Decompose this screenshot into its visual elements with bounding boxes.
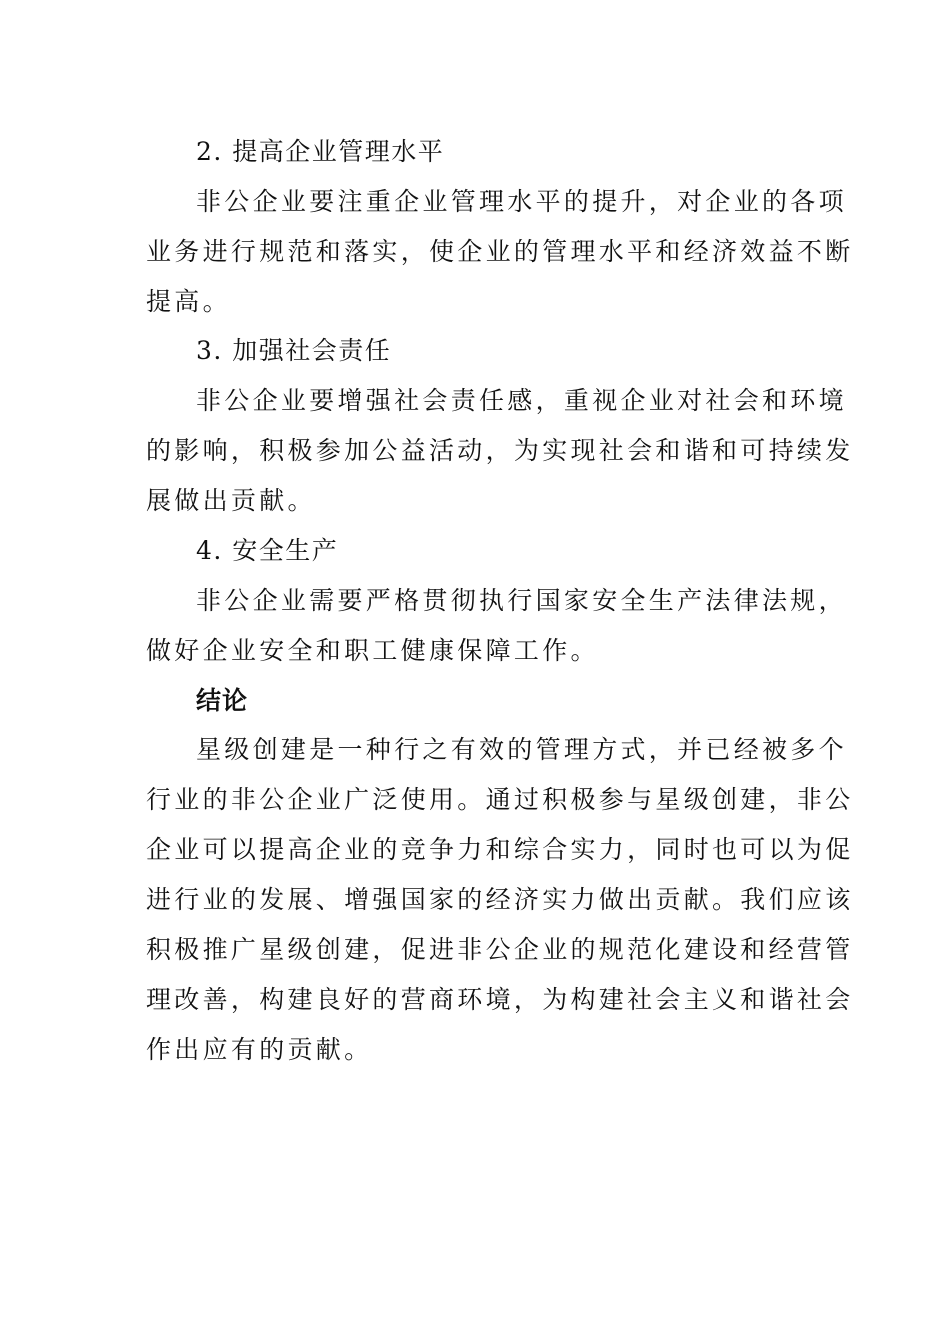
paragraph-line: 作出应有的贡献。 (146, 1035, 373, 1064)
paragraph-line: 提高。 (146, 287, 231, 316)
paragraph-line: 展做出贡献。 (146, 486, 316, 515)
paragraph-line: 理改善，构建良好的营商环境，为构建社会主义和谐社会 (146, 985, 854, 1014)
section-heading-safety: 4. 安全生产 (196, 536, 339, 565)
paragraph-line: 做好企业安全和职工健康保障工作。 (146, 636, 599, 665)
paragraph-line: 积极推广星级创建，促进非公企业的规范化建设和经营管 (146, 935, 854, 964)
paragraph-line: 非公企业要注重企业管理水平的提升，对企业的各项 (196, 187, 847, 216)
paragraph-line: 非公企业要增强社会责任感，重视企业对社会和环境 (196, 386, 847, 415)
paragraph-line: 企业可以提高企业的竞争力和综合实力，同时也可以为促 (146, 835, 854, 864)
paragraph-line: 星级创建是一种行之有效的管理方式，并已经被多个 (196, 735, 847, 764)
paragraph-line: 行业的非公企业广泛使用。通过积极参与星级创建，非公 (146, 785, 854, 814)
section-heading-social-responsibility: 3. 加强社会责任 (196, 336, 392, 365)
paragraph-line: 非公企业需要严格贯彻执行国家安全生产法律法规， (196, 586, 847, 615)
paragraph-line: 进行业的发展、增强国家的经济实力做出贡献。我们应该 (146, 885, 854, 914)
section-heading-management: 2. 提高企业管理水平 (196, 137, 445, 166)
conclusion-heading: 结论 (196, 686, 249, 715)
paragraph-line: 的影响，积极参加公益活动，为实现社会和谐和可持续发 (146, 436, 854, 465)
paragraph-line: 业务进行规范和落实，使企业的管理水平和经济效益不断 (146, 237, 854, 266)
